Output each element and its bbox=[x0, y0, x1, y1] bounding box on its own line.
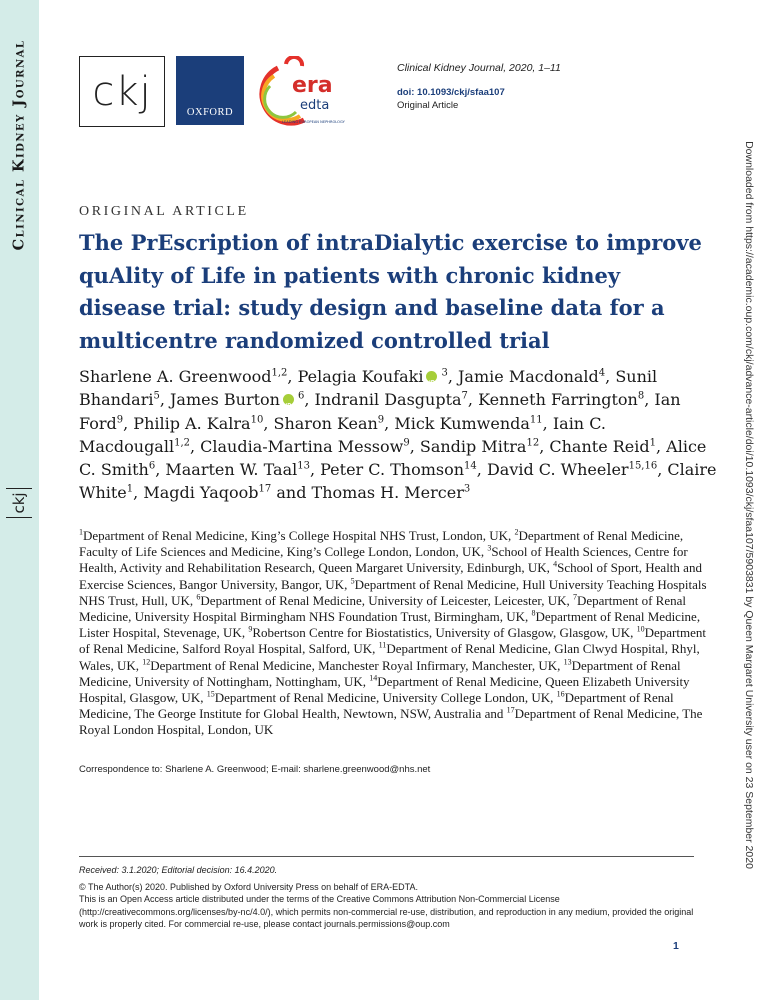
author-name: Thomas H. Mercer bbox=[311, 483, 464, 503]
affiliation-number: 10 bbox=[636, 624, 645, 634]
author-name: Alice C. Smith bbox=[79, 436, 707, 480]
author-name: Ian Ford bbox=[79, 390, 681, 433]
journal-sidebar bbox=[0, 0, 39, 1000]
author-name: Peter C. Thomson bbox=[320, 460, 465, 480]
oxford-logo-text: OXFORD bbox=[186, 107, 234, 118]
affiliation-text: Department of Renal Medicine, Hull University Teaching Hospitals NHS Trust, Hull, UK bbox=[79, 576, 707, 608]
author-affiliation-ref: 17 bbox=[258, 484, 272, 496]
header-doi-link[interactable]: doi: 10.1093/ckj/sfaa107 bbox=[397, 87, 505, 98]
affiliation-text: Department of Renal Medicine, Glan Clwyd Hospital, Rhyl, Wales, UK bbox=[79, 641, 700, 673]
affiliation-text: Department of Renal Medicine, Faculty of Life Sciences and Medicine, King’s College London, London, UK bbox=[79, 528, 684, 560]
affiliation-number: 11 bbox=[378, 641, 387, 651]
affiliation-list: $^1$Department of Renal Medicine, King’s College Hospital NHS Trust, London, UK, $^2$Department of Renal Medicine, Faculty of Life Sciences and Medicine, King’s College London, London, UK, $^3$School of Health Sciences, Centre for Health, Activity and Rehabilitation Research, Queen Margaret University, Edinburgh, UK, $^4$School of Sport, Health and Exercise Sciences, Bangor University, Bangor, UK, $^5$Department of Renal Medicine, Hull University Teaching Hospitals NHS Trust, Hull, UK, $^6$Department of Renal Medicine, University of Leicester, Leicester, UK, $^7$Department of Renal Medicine, University Hospital Birmingham NHS Foundation Trust, Birmingham, UK, $^8$Department of Renal Medicine, Lister Hospital, Stevenage, UK, $^9$Robertson Centre for Biostatistics, University of Glasgow, Glasgow, UK, $^{10}$Department of Renal Medicine, Salford Royal Hospital, Salford, UK, $^{11}$Department of Renal Medicine, Glan Clwyd Hospital, Rhyl, Wales, UK, $^{12}$Department of Renal Medicine, Manchester Royal Infirmary, Manchester, UK, $^{13}$Department of Renal Medicine, University of Nottingham, Nottingham, UK, $^{14}$Department of Renal Medicine, Queen Elizabeth University Hospital, Glasgow, UK, $^{15}$Department of Renal Medicine, University College London, UK, $^{16}$Department of Renal Medicine, The George Institute for Global Health, Newtown, NSW, Australia and $^{17}$Department of Renal Medicine, The Royal London Hospital, London, UK bbox=[79, 527, 707, 738]
sidebar-ckj-text: ckj bbox=[10, 492, 28, 514]
author-affiliation-ref: 1,2 bbox=[174, 437, 190, 449]
author-name: Sunil Bhandari bbox=[79, 367, 658, 410]
author-name: Iain C. Macdougall bbox=[79, 413, 606, 456]
article-category: ORIGINAL ARTICLE bbox=[79, 204, 249, 219]
affiliation-text: School of Health Sciences, Centre for Health, Activity and Rehabilitation Research, Queen Margaret University, Edinburgh, UK bbox=[79, 544, 688, 576]
author-affiliation-ref: 3 bbox=[463, 484, 471, 496]
affiliation-number: 13 bbox=[563, 657, 572, 667]
header-article-type: Original Article bbox=[397, 100, 459, 111]
author-affiliation-ref: 4 bbox=[598, 367, 606, 379]
affiliation-text: Department of Renal Medicine, University Hospital Birmingham NHS Foundation Trust, Birmingham, UK bbox=[79, 592, 686, 625]
author-affiliation-ref: 6 bbox=[297, 390, 305, 402]
footer-dates: Received: 3.1.2020; Editorial decision: 16.4.2020. bbox=[79, 865, 278, 875]
sidebar-journal-title bbox=[4, 10, 34, 280]
author-affiliation-ref: 1,2 bbox=[271, 367, 288, 379]
oxford-logo bbox=[176, 56, 244, 125]
author-affiliation-ref: 9 bbox=[403, 437, 410, 449]
author-name: Indranil Dasgupta bbox=[314, 390, 462, 410]
affiliation-number: 7 bbox=[572, 592, 577, 602]
affiliation-text: Department of Renal Medicine, The Royal London Hospital, London, UK bbox=[79, 706, 703, 738]
author-affiliation-ref: 15,16 bbox=[628, 460, 658, 472]
article-title: The PrEscription of intraDialytic exercise to improve quAlity of Life in patients with chronic kidney disease trial: study design and baseline data for a multicentre randomized controlled trial bbox=[79, 230, 702, 353]
affiliation-text: Department of Renal Medicine, Manchester Royal Infirmary, Manchester, UK bbox=[150, 657, 558, 673]
author-list: Sharlene A. Greenwood$^{1,2}$, Pelagia KoufakiiD $^3$, Jamie Macdonald$^4$, Sunil Bhandari$^5$, James BurtoniD $^6$, Indranil Dasgupta$^7$, Kenneth Farrington$^8$, Ian Ford$^9$, Philip A. Kalra$^{10}$, Sharon Kean$^9$, Mick Kumwenda$^{11}$, Iain C. Macdougall$^{1,2}$, Claudia-Martina Messow$^9$, Sandip Mitra$^{12}$, Chante Reid$^1$, Alice C. Smith$^6$, Maarten W. Taal$^{13}$, Peter C. Thomson$^{14}$, David C. Wheeler$^{15,16}$, Claire White$^1$, Magdi Yaqoob$^{17}$ and Thomas H. Mercer$^3$ bbox=[79, 365, 719, 505]
download-notice-text: Downloaded from https://academic.oup.com/ckj/advance-article/doi/10.1093/ckj/sfaa107/5903831 by Queen Margaret University user on 23 September 2020 bbox=[743, 141, 755, 869]
author-affiliation-ref: 7 bbox=[461, 390, 468, 402]
affiliation-number: 15 bbox=[206, 689, 215, 699]
affiliation-number: 6 bbox=[196, 592, 201, 602]
era-logo-text: era bbox=[292, 73, 333, 98]
affiliation-number: 3 bbox=[487, 543, 492, 553]
author-conjunction: and bbox=[276, 483, 307, 503]
orcid-icon[interactable] bbox=[426, 371, 437, 382]
footer-divider bbox=[79, 856, 694, 857]
sidebar-journal-name: Clinical Kidney Journal bbox=[10, 39, 28, 251]
download-notice bbox=[737, 141, 761, 869]
author-affiliation-ref: 12 bbox=[526, 437, 540, 449]
affiliation-text: School of Sport, Health and Exercise Sciences, Bangor University, Bangor, UK bbox=[79, 560, 702, 592]
affiliation-number: 9 bbox=[248, 624, 253, 634]
affiliation-text: Department of Renal Medicine, Salford Royal Hospital, Salford, UK bbox=[79, 625, 706, 657]
affiliation-number: 2 bbox=[514, 527, 519, 537]
affiliation-number: 16 bbox=[556, 689, 565, 699]
author-affiliation-ref: 6 bbox=[148, 460, 156, 472]
author-name: David C. Wheeler bbox=[486, 460, 629, 480]
ckj-logo bbox=[79, 56, 165, 127]
author-name: Mick Kumwenda bbox=[394, 413, 530, 433]
era-logo-tagline: LEADING EUROPEAN NEPHROLOGY bbox=[282, 120, 345, 124]
affiliation-text: Department of Renal Medicine, Lister Hospital, Stevenage, UK bbox=[79, 609, 701, 641]
author-name: Pelagia Koufaki bbox=[297, 367, 424, 386]
author-name: Jamie Macdonald bbox=[458, 367, 599, 386]
sidebar-ckj-logo bbox=[6, 488, 32, 518]
author-name: Magdi Yaqoob bbox=[143, 483, 259, 503]
author-name: Claire White bbox=[79, 460, 717, 503]
header-journal-citation: Clinical Kidney Journal, 2020, 1–11 bbox=[397, 62, 561, 74]
author-affiliation-ref: 3 bbox=[441, 367, 448, 379]
author-name: Claudia-Martina Messow bbox=[200, 436, 404, 456]
affiliation-text: Department of Renal Medicine, The George Institute for Global Health, Newtown, NSW, Australia bbox=[79, 690, 674, 722]
author-affiliation-ref: 14 bbox=[464, 460, 477, 472]
footer bbox=[79, 864, 709, 931]
affiliation-text: Department of Renal Medicine, Queen Elizabeth University Hospital, Glasgow, UK bbox=[79, 673, 690, 706]
affiliation-number: 4 bbox=[553, 560, 558, 570]
era-edta-logo bbox=[256, 56, 354, 128]
author-affiliation-ref: 1 bbox=[649, 437, 656, 449]
author-affiliation-ref: 11 bbox=[529, 414, 543, 426]
affiliation-number: 8 bbox=[531, 608, 536, 618]
affiliation-number: 12 bbox=[142, 657, 151, 667]
page-number: 1 bbox=[673, 940, 679, 952]
affiliation-number: 17 bbox=[506, 705, 515, 715]
affiliation-text: Robertson Centre for Biostatistics, University of Glasgow, Glasgow, UK bbox=[252, 625, 631, 641]
affiliation-text: Department of Renal Medicine, King’s College Hospital NHS Trust, London, UK bbox=[83, 528, 508, 543]
author-affiliation-ref: 9 bbox=[377, 414, 385, 426]
footer-copyright: © The Author(s) 2020. Published by Oxford University Press on behalf of ERA-EDTA. bbox=[79, 881, 418, 892]
affiliation-number: 1 bbox=[79, 527, 83, 537]
ckj-logo-text: ckj bbox=[92, 68, 152, 115]
correspondence: Correspondence to: Sharlene A. Greenwood; E-mail: sharlene.greenwood@nhs.net bbox=[79, 764, 431, 775]
author-name: Sharon Kean bbox=[273, 413, 378, 433]
author-affiliation-ref: 8 bbox=[637, 390, 645, 402]
author-name: Maarten W. Taal bbox=[165, 460, 298, 480]
author-name: Sharlene A. Greenwood bbox=[79, 367, 272, 386]
affiliation-text: Department of Renal Medicine, University of Nottingham, Nottingham, UK bbox=[79, 657, 681, 689]
author-name: James Burton bbox=[170, 390, 280, 410]
header-info bbox=[397, 62, 697, 111]
author-affiliation-ref: 9 bbox=[116, 414, 124, 426]
orcid-icon[interactable] bbox=[283, 394, 294, 405]
author-affiliation-ref: 5 bbox=[153, 390, 160, 402]
author-affiliation-ref: 13 bbox=[297, 460, 310, 472]
affiliation-number: 5 bbox=[350, 576, 355, 586]
author-name: Philip A. Kalra bbox=[133, 413, 251, 433]
footer-license: This is an Open Access article distributed under the terms of the Creative Commons Attribution Non-Commercial License (http://creativecommons.org/licenses/by-nc/4.0/), which permits non-commercial re-use, distribution, and reproduction in any medium, provided the original work is properly cited. For commercial re-use, please contact journals.permissions@oup.com bbox=[79, 894, 694, 930]
author-name: Kenneth Farrington bbox=[478, 390, 638, 410]
affiliation-text: Department of Renal Medicine, University of Leicester, Leicester, UK bbox=[200, 592, 567, 608]
author-affiliation-ref: 10 bbox=[250, 414, 264, 426]
author-name: Chante Reid bbox=[549, 436, 650, 456]
author-name: Sandip Mitra bbox=[419, 436, 527, 456]
affiliation-text: Department of Renal Medicine, University College London, UK bbox=[214, 690, 551, 706]
edta-logo-text: edta bbox=[300, 98, 330, 113]
author-affiliation-ref: 1 bbox=[126, 484, 134, 496]
affiliation-number: 14 bbox=[369, 673, 378, 683]
